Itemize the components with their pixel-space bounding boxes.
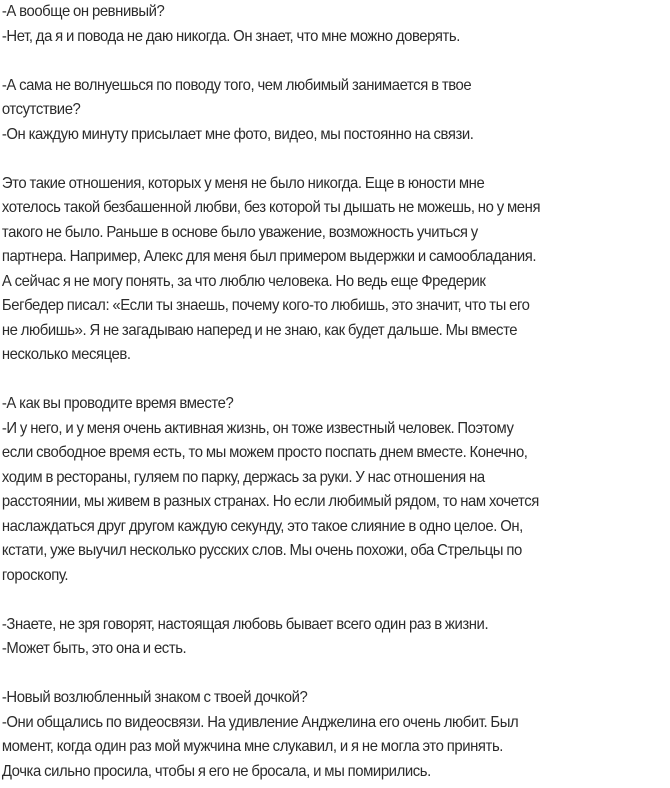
paragraph-true-love [2,613,670,662]
text-line: -Новый возлюбленный знаком с твоей дочкой? [1,689,308,706]
text-line: расстоянии, мы живем в разных странах. Но если любимый рядом, то нам хочется [1,493,539,510]
text-line: партнера. Например, Алекс для меня был примером выдержки и самообладания. [1,248,537,265]
text-line: гороскопу. [1,566,69,584]
text-line: не любишь». Я не загадываю наперед и не знаю, как будет дальше. Мы вместе [1,321,518,339]
text-line: -Знаете, не зря говорят, настоящая любовь бывает всего один раз в жизни. [1,615,489,633]
paragraph-worry [2,74,670,148]
text-line: Дочка сильно просила, чтобы я его не бросала, и мы помирились. [1,762,431,780]
text-line: -Он каждую минуту присылает мне фото, видео, мы постоянно на связи. [1,125,474,143]
paragraph-jealousy [2,0,670,49]
text-line: ходим в рестораны, гуляем по парку, держась за руки. У нас отношения на [1,468,485,486]
text-line: кстати, уже выучил несколько русских слов. Мы очень похожи, оба Стрельцы по [1,542,522,559]
text-line: несколько месяцев. [1,346,131,363]
paragraph-time-together [2,392,670,588]
text-line: хотелось такой безбашенной любви, без которой ты дышать не можешь, но у меня [1,199,541,216]
text-line: отсутствие? [1,101,81,118]
text-line: если свободное время есть, то мы можем просто поспать днем вместе. Конечно, [1,444,528,461]
text-line: А сейчас я не могу понять, за что люблю человека. Но ведь еще Фредерик [1,272,486,290]
text-line: -Они общались по видеосвязи. На удивление Анджелина его очень любит. Был [1,713,519,731]
text-line: такого не было. Раньше в основе было уважение, возможность учиться у [1,223,478,241]
paragraph-relationship [2,172,670,368]
text-line: момент, когда один раз мой мужчина мне слукавил, и я не могла это принять. [1,738,503,755]
paragraph-daughter [2,686,670,784]
text-line: наслаждаться друг другом каждую секунду, это такое слияние в одно целое. Он, [1,517,523,535]
text-line: -А как вы проводите время вместе? [1,395,234,412]
text-line: Это такие отношения, которых у меня не было никогда. Еще в юности мне [1,174,485,192]
text-line: -Нет, да я и повода не даю никогда. Он знает, что мне можно доверять. [1,27,460,45]
text-line: Бегбедер писал: «Если ты знаешь, почему кого-то любишь, это значит, что ты его [1,297,530,314]
text-line: -Может быть, это она и есть. [1,640,187,657]
text-line: -А вообще он ревнивый? [1,3,165,20]
text-line: -И у него, и у меня очень активная жизнь, он тоже известный человек. Поэтому [1,419,514,437]
text-line: -А сама не волнуешься по поводу того, чем любимый занимается в твое [1,76,472,94]
